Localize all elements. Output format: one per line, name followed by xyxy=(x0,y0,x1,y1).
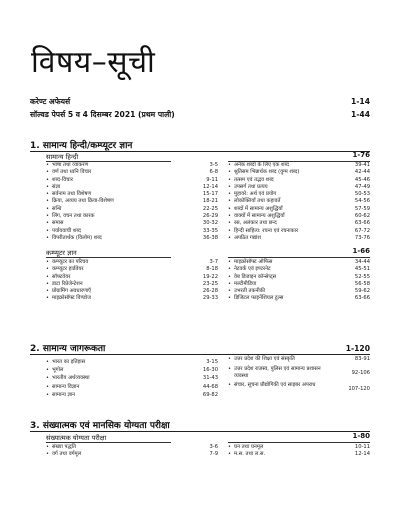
bullet-icon: • xyxy=(46,295,49,302)
subsection-heading-hindi[interactable]: सामान्य हिन्दी xyxy=(46,153,79,161)
topic-label: कम्प्यूटर का परिचय xyxy=(52,259,89,265)
section-heading-general-awareness[interactable] xyxy=(30,341,370,354)
bullet-icon: • xyxy=(228,295,231,302)
list-item[interactable] xyxy=(46,358,218,366)
list-item[interactable] xyxy=(228,356,370,366)
bullet-icon: • xyxy=(228,259,231,265)
list-item[interactable] xyxy=(46,266,218,273)
awareness-topics-left xyxy=(46,358,218,399)
topic-pages: 107-120 xyxy=(348,385,370,392)
section-divider xyxy=(30,431,370,432)
bullet-icon: • xyxy=(46,391,49,398)
topic-pages: 12-14 xyxy=(354,451,370,458)
topic-pages: 42-44 xyxy=(354,169,370,176)
topic-pages: 3-7 xyxy=(209,259,218,265)
topic-label: सर्वनाम तथा विशेषण xyxy=(52,191,92,198)
bullet-icon: • xyxy=(228,227,231,234)
bullet-icon: • xyxy=(46,273,49,280)
bullet-icon: • xyxy=(46,383,49,390)
topic-label: सॉफ्टवेयर xyxy=(52,273,71,280)
topic-label: संज्ञा xyxy=(52,183,61,190)
topic-pages: 26-28 xyxy=(202,288,218,295)
topic-label: डिजिटल फाइनेंशियल टूल्स xyxy=(234,295,284,302)
section-title: 3. संख्यात्मक एवं मानसिक योग्यता परीक्षा xyxy=(30,421,170,431)
bullet-icon: • xyxy=(228,444,231,450)
computer-topics-right xyxy=(228,259,370,303)
bullet-icon: • xyxy=(228,191,231,198)
list-item[interactable] xyxy=(46,235,218,242)
bullet-icon: • xyxy=(46,198,49,205)
topic-pages: 60-62 xyxy=(354,213,370,220)
topic-pages: 69-82 xyxy=(202,391,218,398)
intro-label: करेण्ट अफेयर्स xyxy=(30,97,71,106)
subsection-divider xyxy=(46,257,171,258)
bullet-icon: • xyxy=(46,176,49,183)
section-pages: 1-120 xyxy=(345,344,370,353)
subsection-divider xyxy=(228,442,370,443)
section-title: 2. सामान्य जागरूकता xyxy=(30,344,106,354)
list-item[interactable] xyxy=(46,383,218,391)
topic-label: वर्ग तथा वर्गमूल xyxy=(52,451,82,458)
bullet-icon: • xyxy=(46,280,49,287)
topic-label: वाक्यों में सामान्य अशुद्धियाँ xyxy=(234,213,285,220)
topic-label: श्रुतिसम भिन्नार्थक शब्द (युग्म शब्द) xyxy=(234,169,300,176)
topic-pages: 6-8 xyxy=(209,169,218,176)
topic-pages: 56-58 xyxy=(354,280,370,287)
bullet-icon: • xyxy=(228,273,231,280)
topic-pages: 63-66 xyxy=(354,295,370,302)
bullet-icon: • xyxy=(228,198,231,205)
list-item[interactable] xyxy=(228,228,370,235)
bullet-icon: • xyxy=(46,227,49,234)
topic-label: उत्तर प्रदेश की शिक्षा एवं संस्कृति xyxy=(234,356,295,362)
topic-pages: 36-38 xyxy=(202,234,218,241)
topic-label: भाषा तथा व्याकरण xyxy=(52,162,89,168)
topic-pages: 3-5 xyxy=(209,162,218,168)
list-item[interactable] xyxy=(46,228,218,235)
subsection-heading-numerical[interactable]: संख्यात्मक योग्यता परीक्षा xyxy=(46,434,107,442)
bullet-icon: • xyxy=(228,356,231,362)
list-item[interactable] xyxy=(46,198,218,205)
topic-pages: 3-6 xyxy=(209,444,218,450)
topic-label: कम्प्यूटर हार्डवेयर xyxy=(52,266,84,273)
bullet-icon: • xyxy=(228,288,231,295)
bullet-icon: • xyxy=(46,266,49,273)
bullet-icon: • xyxy=(46,288,49,295)
list-item[interactable] xyxy=(228,451,370,458)
bullet-icon: • xyxy=(228,213,231,220)
list-item[interactable] xyxy=(46,366,218,374)
list-item[interactable] xyxy=(46,213,218,220)
topic-label: भारत का इतिहास xyxy=(52,359,86,365)
topic-label: प्रोग्रामिंग अवधारणाएँ xyxy=(52,288,92,295)
subsection-divider xyxy=(228,257,370,258)
bullet-icon: • xyxy=(228,183,231,190)
list-item[interactable] xyxy=(46,206,218,213)
list-item[interactable] xyxy=(46,274,218,281)
bullet-icon: • xyxy=(228,162,231,168)
bullet-icon: • xyxy=(228,169,231,176)
page-title: विषय–सूची xyxy=(31,45,156,80)
topic-label: वर्ण तथा ध्वनि विचार xyxy=(52,169,92,176)
list-item[interactable] xyxy=(46,451,218,458)
list-item[interactable] xyxy=(46,374,218,382)
topic-pages: 22-25 xyxy=(202,205,218,212)
topic-label: संचार, सूचना प्रौद्योगिकी एवं साइबर अपराध xyxy=(234,382,316,388)
intro-solved-papers[interactable] xyxy=(30,110,370,120)
list-item[interactable] xyxy=(228,220,370,227)
topic-label: शब्दों में सामान्य अशुद्धियाँ xyxy=(234,205,283,212)
list-item[interactable] xyxy=(228,366,370,382)
list-item[interactable] xyxy=(46,220,218,227)
topic-pages: 57-59 xyxy=(354,205,370,212)
numerical-topics-right xyxy=(228,444,370,459)
topic-pages: 34-44 xyxy=(354,259,370,265)
topic-pages: 31-43 xyxy=(202,375,218,382)
topic-pages: 83-91 xyxy=(354,356,370,362)
awareness-topics-right xyxy=(228,356,370,398)
topic-label: सन्धि xyxy=(52,205,62,212)
list-item[interactable] xyxy=(228,169,370,176)
topic-label: उभरती तकनीकी xyxy=(234,288,266,295)
intro-current-affairs[interactable] xyxy=(30,97,370,107)
bullet-icon: • xyxy=(46,213,49,220)
topic-label: मल्टीमीडिया xyxy=(234,280,257,287)
topic-label: तत्सम एवं तद्भव शब्द xyxy=(234,176,274,183)
topic-label: नेटवर्क एवं इण्टरनेट xyxy=(234,266,271,273)
bullet-icon: • xyxy=(228,451,231,458)
topic-pages: 52-55 xyxy=(354,273,370,280)
bullet-icon: • xyxy=(46,162,49,168)
topic-pages: 12-14 xyxy=(202,183,218,190)
bullet-icon: • xyxy=(46,444,49,450)
list-item[interactable] xyxy=(228,444,370,451)
topic-pages: 18-21 xyxy=(202,198,218,205)
subsection-pages: 1-76 xyxy=(352,151,370,159)
topic-pages: 16-30 xyxy=(202,367,218,374)
bullet-icon: • xyxy=(228,382,231,388)
section-heading-hindi-computer[interactable] xyxy=(30,138,370,151)
bullet-icon: • xyxy=(228,205,231,212)
topic-label: वेब डिजाइन कॉन्सेप्ट्स xyxy=(234,273,277,280)
topic-pages: 26-29 xyxy=(202,213,218,220)
topic-pages: 29-33 xyxy=(202,295,218,302)
bullet-icon: • xyxy=(46,183,49,190)
topic-label: डाटा रिप्रेजेन्टेशन xyxy=(52,280,83,287)
subsection-pages: 1-80 xyxy=(352,432,370,440)
topic-pages: 73-76 xyxy=(354,234,370,241)
topic-label: सामान्य ज्ञान xyxy=(52,391,76,398)
topic-pages: 23-25 xyxy=(202,280,218,287)
topic-label: अपठित गद्यांश xyxy=(234,234,261,241)
bullet-icon: • xyxy=(46,259,49,265)
topic-pages: 50-53 xyxy=(354,191,370,198)
topic-label: भूगोल xyxy=(52,367,64,374)
bullet-icon: • xyxy=(46,191,49,198)
topic-label: शब्द-विचार xyxy=(52,176,73,183)
bullet-icon: • xyxy=(228,266,231,273)
topic-label: माइक्रोसॉफ्ट विण्डोज xyxy=(52,295,91,302)
bullet-icon: • xyxy=(46,451,49,458)
topic-label: माइक्रोसॉफ्ट ऑफिस xyxy=(234,259,273,265)
intro-pages: 1-14 xyxy=(350,97,370,106)
topic-label: हिन्दी साहित्य: रचना एवं रचनाकार xyxy=(234,227,299,234)
list-item[interactable] xyxy=(228,198,370,205)
hindi-topics-right xyxy=(228,162,370,242)
topic-pages: 19-22 xyxy=(202,273,218,280)
topic-label: संख्या पद्धति xyxy=(52,444,76,450)
section-heading-numerical-mental[interactable] xyxy=(30,418,370,431)
topic-pages: 92-106 xyxy=(351,369,370,376)
topic-pages: 47-49 xyxy=(354,183,370,190)
topic-pages: 8-18 xyxy=(206,266,218,273)
bullet-icon: • xyxy=(46,359,49,365)
topic-pages: 3-15 xyxy=(206,359,218,365)
list-item[interactable] xyxy=(228,295,370,302)
bullet-icon: • xyxy=(228,366,231,372)
topic-label: क्रिया, अव्यय तथा क्रिया-विशेषण xyxy=(52,198,114,205)
intro-label: सॉल्वड पेपर्स 5 व 4 दिसम्बर 2021 (प्रथम पाली) xyxy=(30,110,175,119)
topic-pages: 63-66 xyxy=(354,220,370,227)
bullet-icon: • xyxy=(228,220,231,227)
topic-label: म.स. तथा ल.स. xyxy=(234,451,266,458)
bullet-icon: • xyxy=(46,220,49,227)
computer-topics-left xyxy=(46,259,218,303)
topic-pages: 7-9 xyxy=(209,451,218,458)
subsection-pages: 1-66 xyxy=(352,247,370,255)
subsection-heading-computer[interactable]: कम्प्यूटर ज्ञान xyxy=(46,249,77,257)
topic-pages: 54-56 xyxy=(354,198,370,205)
bullet-icon: • xyxy=(46,234,49,241)
list-item[interactable] xyxy=(46,295,218,302)
list-item[interactable] xyxy=(46,177,218,184)
topic-pages: 45-46 xyxy=(354,176,370,183)
list-item[interactable] xyxy=(46,169,218,176)
topic-pages: 9-11 xyxy=(206,176,218,183)
section-title: 1. सामान्य हिन्दी/कम्प्यूटर ज्ञान xyxy=(30,141,133,151)
bullet-icon: • xyxy=(46,169,49,176)
topic-label: सामान्य विज्ञान xyxy=(52,383,80,390)
list-item[interactable] xyxy=(228,266,370,273)
topic-pages: 30-32 xyxy=(202,220,218,227)
topic-label: घन तथा घनमूल xyxy=(234,444,264,450)
topic-pages: 44-68 xyxy=(202,383,218,390)
topic-pages: 15-17 xyxy=(202,191,218,198)
topic-label: रस, अलंकार तथा छन्द xyxy=(234,220,277,227)
topic-label: लोकोक्तियाँ तथा कहावतें xyxy=(234,198,281,205)
bullet-icon: • xyxy=(228,234,231,241)
bullet-icon: • xyxy=(46,205,49,212)
list-item[interactable] xyxy=(228,235,370,242)
topic-label: पर्यायवाची शब्द xyxy=(52,227,81,234)
list-item[interactable] xyxy=(228,382,370,398)
topic-label: भारतीय अर्थव्यवस्था xyxy=(52,375,90,382)
section-divider xyxy=(30,354,370,355)
topic-label: विपरीतार्थक (विलोम) शब्द xyxy=(52,234,102,241)
topic-label: अनेक शब्दों के लिए एक शब्द xyxy=(234,162,289,168)
bullet-icon: • xyxy=(228,280,231,287)
topic-label: मुहावरे: अर्थ एवं प्रयोग xyxy=(234,191,277,198)
numerical-topics-left xyxy=(46,444,218,459)
topic-pages: 45-51 xyxy=(354,266,370,273)
topic-pages: 33-35 xyxy=(202,227,218,234)
bullet-icon: • xyxy=(46,367,49,374)
topic-label: समास xyxy=(52,220,64,227)
topic-pages: 39-41 xyxy=(354,162,370,168)
list-item[interactable] xyxy=(228,177,370,184)
topic-label: उत्तर प्रदेश राजस्व, पुलिस एवं सामान्य प्रशासन व्यवस्था xyxy=(234,366,321,380)
topic-label: लिंग, वचन तथा कारक xyxy=(52,213,95,220)
bullet-icon: • xyxy=(46,375,49,382)
topic-label: उपसर्ग तथा प्रत्यय xyxy=(234,183,268,190)
topic-pages: 59-62 xyxy=(354,288,370,295)
topic-pages: 67-72 xyxy=(354,227,370,234)
list-item[interactable] xyxy=(46,391,218,399)
list-item[interactable] xyxy=(228,206,370,213)
bullet-icon: • xyxy=(228,176,231,183)
hindi-topics-left xyxy=(46,162,218,242)
subsection-divider xyxy=(46,442,171,443)
list-item[interactable] xyxy=(228,274,370,281)
topic-pages: 10-11 xyxy=(354,444,370,450)
intro-pages: 1-44 xyxy=(350,110,370,119)
